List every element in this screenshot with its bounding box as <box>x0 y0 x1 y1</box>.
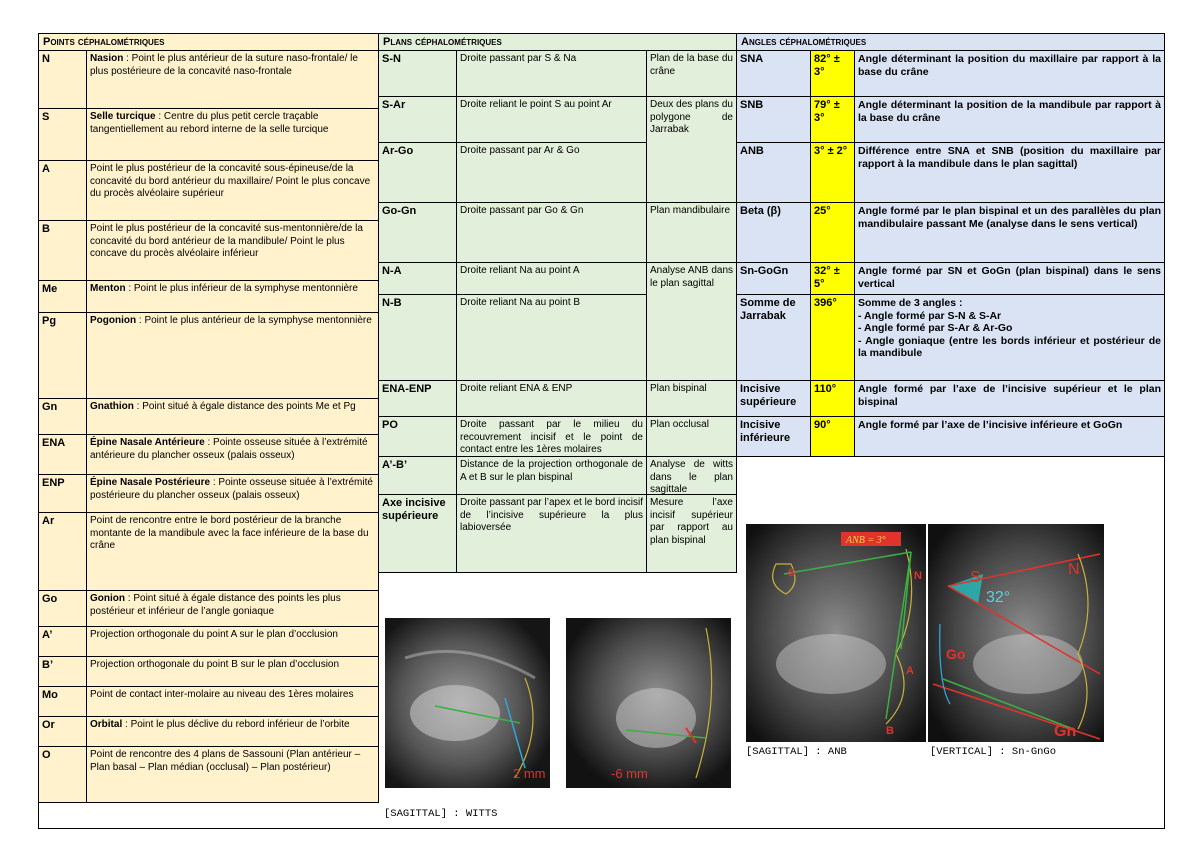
point-description <box>87 51 379 109</box>
plan-code: ENA-ENP <box>379 381 457 417</box>
point-name: Épine Nasale Antérieure <box>90 437 205 448</box>
angle-description: Angle déterminant la position de la mandibule par rapport à la base du crâne <box>855 97 1164 143</box>
plan-description: Droite passant par Ar & Go <box>457 143 647 203</box>
point-code: Me <box>39 281 87 313</box>
point-text: : Point le plus antérieur de la symphyse mentonnière <box>136 315 372 326</box>
point-code: Mo <box>39 687 87 717</box>
witts-xray-right <box>566 618 731 788</box>
point-description <box>87 281 379 313</box>
point-text: Point de rencontre des 4 plans de Sassouni (Plan antérieur – Plan basal – Plan médian (occlusal) – Plan postérieur) <box>90 749 361 773</box>
plan-code: N-A <box>379 263 457 295</box>
angle-value: 32° ± 5° <box>811 263 855 295</box>
point-description <box>87 109 379 161</box>
plan-description: Droite reliant ENA & ENP <box>457 381 647 417</box>
vert-label-gn: Gn <box>1054 723 1077 740</box>
plan-description: Droite reliant le point S au point Ar <box>457 97 647 143</box>
angle-description: Angle formé par SN et GoGn (plan bispinal) dans le sens vertical <box>855 263 1164 295</box>
plan-description: Droite passant par Go & Gn <box>457 203 647 263</box>
angle-description: Somme de 3 angles : - Angle formé par S-N & S-Ar - Angle formé par S-Ar & Ar-Go - Angle goniaque (entre les bords inférieur et postérieur de la mandibule <box>855 295 1164 381</box>
anb-label-n: N <box>914 570 922 582</box>
point-name: Gnathion <box>90 401 134 412</box>
angle-name: Somme de Jarrabak <box>737 295 811 381</box>
angle-value: 79° ± 3° <box>811 97 855 143</box>
vert-label-s: S <box>970 569 981 586</box>
point-name: Orbital <box>90 719 123 730</box>
witts-right-label: -6 mm <box>611 766 648 781</box>
point-text: : Pointe osseuse située à l’extrémité antérieure du plancher osseux (palais osseux) <box>90 437 368 461</box>
point-name: Selle turcique <box>90 111 156 122</box>
point-text: Projection orthogonale du point A sur le plan d’occlusion <box>90 629 338 640</box>
angle-value: 90° <box>811 417 855 457</box>
plan-code: Go-Gn <box>379 203 457 263</box>
witts-xray-left <box>385 618 550 788</box>
plan-note: Plan mandibulaire <box>647 203 737 263</box>
point-name: Pogonion <box>90 315 137 326</box>
point-description <box>87 475 379 513</box>
plan-note: Plan bispinal <box>647 381 737 417</box>
angle-description: Angle formé par l’axe de l’incisive inférieure et GoGn <box>855 417 1164 457</box>
point-text: : Point le plus inférieur de la symphyse mentonnière <box>125 283 358 294</box>
angle-name: Beta (β) <box>737 203 811 263</box>
vertical-caption: [VERTICAL] : Sn-GnGo <box>930 746 1057 758</box>
plan-note: Deux des plans du polygone de Jarrabak <box>647 97 737 203</box>
plan-description: Distance de la projection orthogonale de A et B sur le plan bispinal <box>457 457 647 495</box>
anb-label-b: B <box>886 725 894 737</box>
witts-caption: [SAGITTAL] : WITTS <box>384 808 498 820</box>
angle-value: 110° <box>811 381 855 417</box>
point-code: O <box>39 747 87 803</box>
plan-description: Droite passant par S & Na <box>457 51 647 97</box>
vertical-xray <box>928 524 1104 742</box>
point-text: : Point situé à égale distance des points Me et Pg <box>133 401 356 412</box>
anb-xray <box>746 524 926 742</box>
point-code: B <box>39 221 87 281</box>
points-header: Points céphalométriques <box>39 34 379 51</box>
point-code: N <box>39 51 87 109</box>
point-code: Pg <box>39 313 87 399</box>
point-text: Point le plus postérieur de la concavité sus-mentonnière/de la concavité du bord antérieur de la mandibule/ Point le plus concave du procès alvéolaire inférieur <box>90 223 363 259</box>
angle-description: Angle formé par le plan bispinal et un des parallèles du plan mandibulaire passant Me (analyse dans le sens vertical) <box>855 203 1164 263</box>
plan-note: Mesure l’axe incisif supérieur par rapport au plan bispinal <box>647 495 737 573</box>
point-text: Point de contact inter-molaire au niveau des 1ères molaires <box>90 689 354 700</box>
angles-header: Angles céphalométriques <box>737 34 1164 51</box>
plan-note: Analyse de witts dans le plan sagittale <box>647 457 737 495</box>
point-code: ENP <box>39 475 87 513</box>
point-name: Nasion <box>90 53 124 64</box>
point-name: Gonion <box>90 593 125 604</box>
point-text: : Point le plus antérieur de la suture naso-frontale/ le plus postérieure de la concavité naso-frontale <box>90 53 358 77</box>
point-name: Épine Nasale Postérieure <box>90 477 211 488</box>
angle-name: SNA <box>737 51 811 97</box>
plan-code: PO <box>379 417 457 457</box>
point-text: Point de rencontre entre le bord postérieur de la branche montante de la mandibule avec la face inférieure de la base du crâne <box>90 515 369 551</box>
plan-description: Droite reliant Na au point B <box>457 295 647 381</box>
plan-code: Axe incisive supérieure <box>379 495 457 573</box>
point-description <box>87 627 379 657</box>
angle-value: 396° <box>811 295 855 381</box>
angle-name: Incisive inférieure <box>737 417 811 457</box>
point-code: ENA <box>39 435 87 475</box>
point-code: S <box>39 109 87 161</box>
point-code: Ar <box>39 513 87 591</box>
point-text: : Point le plus déclive du rebord inférieur de l’orbite <box>122 719 350 730</box>
angle-name: SNB <box>737 97 811 143</box>
anb-tag: ANB = 3° <box>846 535 886 546</box>
point-description <box>87 435 379 475</box>
point-code: A’ <box>39 627 87 657</box>
vert-label-n: N <box>1068 561 1080 578</box>
angle-name: Incisive supérieure <box>737 381 811 417</box>
point-description <box>87 687 379 717</box>
point-text: Point le plus postérieur de la concavité sous-épineuse/de la concavité du bord antérieur du maxillaire/ Point le plus concave du procès alvéolaire supérieur <box>90 163 371 199</box>
angle-name: Sn-GoGn <box>737 263 811 295</box>
point-description <box>87 313 379 399</box>
point-description <box>87 717 379 747</box>
plan-note: Analyse ANB dans le plan sagittal <box>647 263 737 381</box>
angle-value: 3° ± 2° <box>811 143 855 203</box>
plan-code: Ar-Go <box>379 143 457 203</box>
angle-value: 82° ± 3° <box>811 51 855 97</box>
point-text: : Pointe osseuse située à l’extrémité postérieure du plancher osseux (palais osseux) <box>90 477 373 501</box>
point-text: Projection orthogonale du point B sur le plan d’occlusion <box>90 659 340 670</box>
plan-code: N-B <box>379 295 457 381</box>
anb-label-a: A <box>906 665 914 677</box>
angle-description: Angle formé par l’axe de l’incisive supérieur et le plan bispinal <box>855 381 1164 417</box>
vert-label-go: Go <box>946 646 966 662</box>
angle-description: Angle déterminant la position du maxillaire par rapport à la base du crâne <box>855 51 1164 97</box>
plan-note: Plan de la base du crâne <box>647 51 737 97</box>
plan-description: Droite passant par l’apex et le bord incisif de l’incisive supérieure la plus labioversée <box>457 495 647 573</box>
angle-description: Différence entre SNA et SNB (position du maxillaire par rapport à la mandibule dans le plan sagittal) <box>855 143 1164 203</box>
point-description <box>87 399 379 435</box>
point-code: Gn <box>39 399 87 435</box>
angle-name: ANB <box>737 143 811 203</box>
point-code: Go <box>39 591 87 627</box>
plan-note: Plan occlusal <box>647 417 737 457</box>
point-code: B’ <box>39 657 87 687</box>
point-description <box>87 657 379 687</box>
plan-description: Droite passant par le milieu du recouvrement incisif et le point de contact entre les 1ères molaires <box>457 417 647 457</box>
point-description <box>87 161 379 221</box>
vert-label-angle: 32° <box>986 589 1011 606</box>
point-name: Menton <box>90 283 126 294</box>
plan-code: A’-B’ <box>379 457 457 495</box>
witts-figure <box>380 603 736 828</box>
anb-label-s: S <box>788 567 796 579</box>
point-text: : Centre du plus petit cercle traçable tangentiellement au rebord interne de la selle turcique <box>90 111 329 135</box>
point-description <box>87 221 379 281</box>
plan-code: S-Ar <box>379 97 457 143</box>
plan-code: S-N <box>379 51 457 97</box>
point-code: A <box>39 161 87 221</box>
point-description <box>87 513 379 591</box>
plan-description: Droite reliant Na au point A <box>457 263 647 295</box>
point-description <box>87 591 379 627</box>
point-description <box>87 747 379 803</box>
plans-header: Plans céphalométriques <box>379 34 737 51</box>
angle-value: 25° <box>811 203 855 263</box>
cephalometry-sheet <box>38 33 1165 829</box>
point-code: Or <box>39 717 87 747</box>
witts-left-label: 2 mm <box>513 766 546 781</box>
angle-figures <box>738 484 1164 828</box>
point-text: : Point situé à égale distance des points les plus postérieur et inférieur de l’angle goniaque <box>90 593 341 617</box>
anb-caption: [SAGITTAL] : ANB <box>746 746 847 758</box>
